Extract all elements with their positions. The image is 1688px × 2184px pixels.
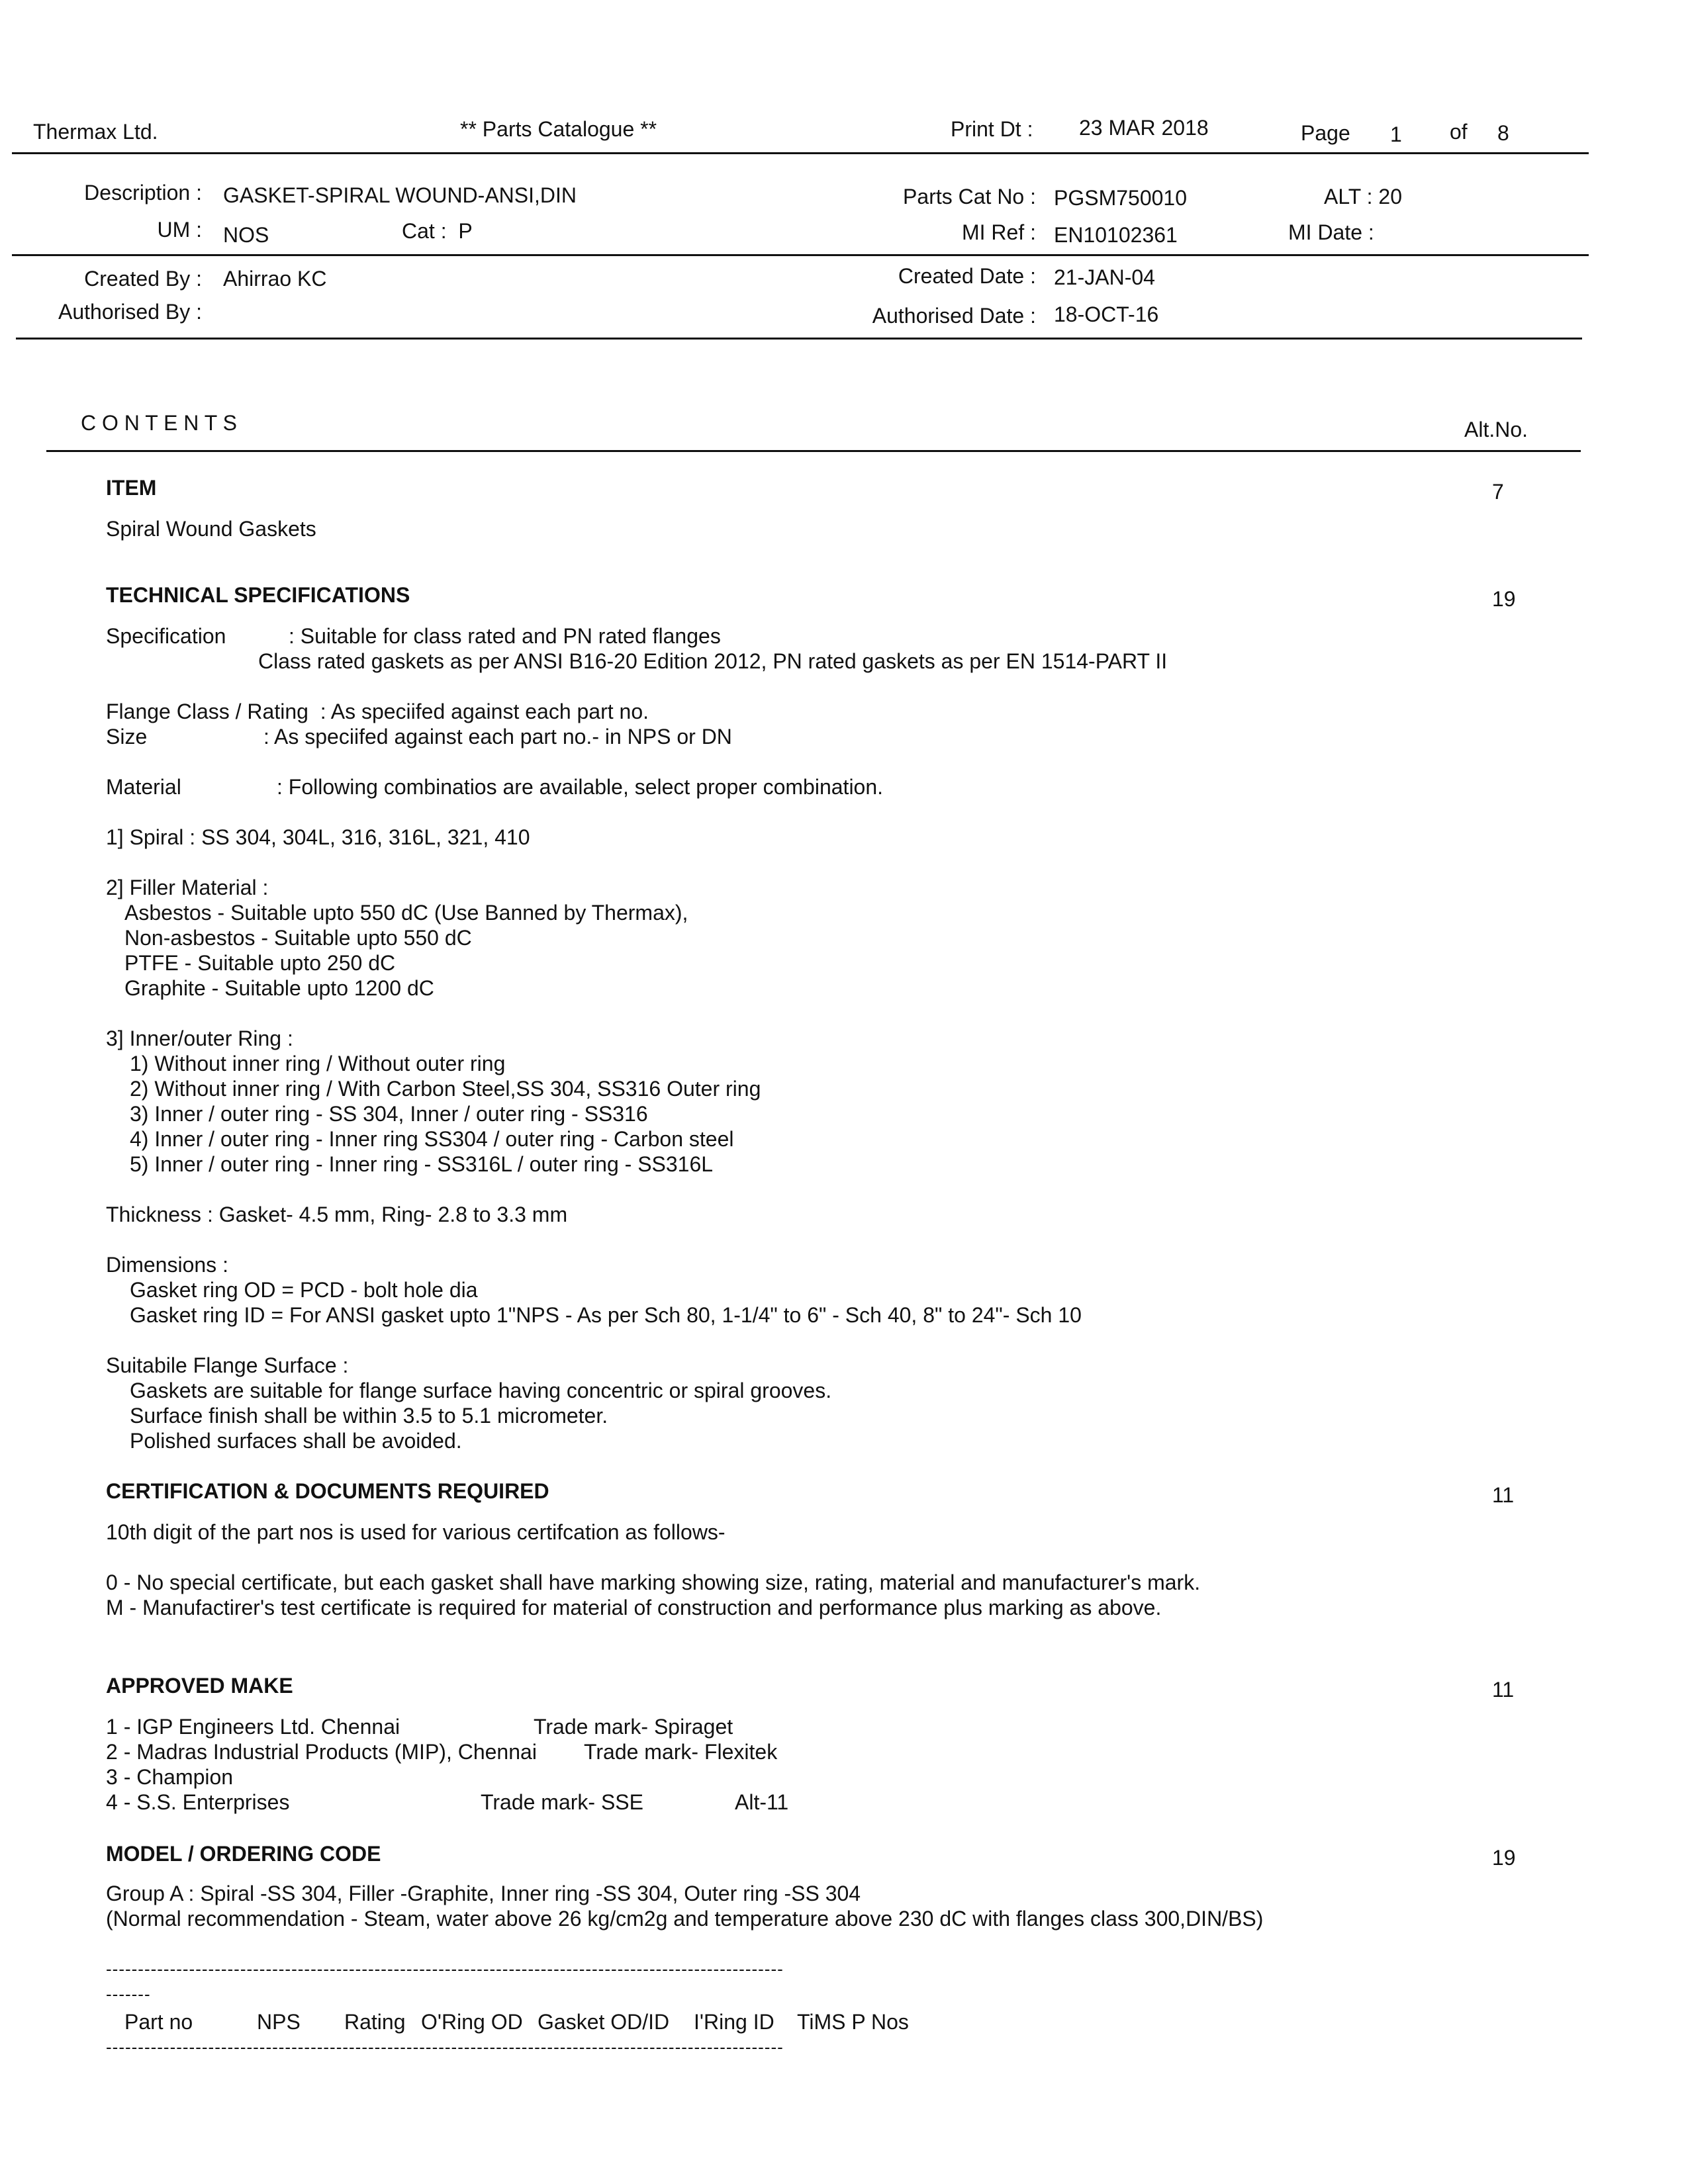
column-header-iring-id: I'Ring ID [694,2010,774,2034]
dimensions-heading: Dimensions : [106,1253,228,1277]
table-dash-short: ------- [106,1984,151,2004]
of-label: of [1450,120,1468,144]
authorised-date-value: 18-OCT-16 [1054,302,1159,326]
make-4-trade-mark: Trade mark- SSE [481,1790,643,1814]
um-value: NOS [223,223,269,247]
category: Cat : P [402,219,473,243]
material-value: : Following combinatios are available, select proper combination. [277,775,884,799]
um-label: UM : [157,218,202,242]
created-by-value: Ahirrao KC [223,267,327,291]
model-note: (Normal recommendation - Steam, water above 26 kg/cm2g and temperature above 230 dC with flanges class 300,DIN/BS) [106,1907,1264,1931]
contents-rule [46,450,1581,452]
cert-alt-number: 11 [1492,1483,1515,1507]
size-value: : As speciifed against each part no.- in NPS or DN [263,725,732,749]
created-rule [16,338,1582,340]
table-dash-line: ---------------------------------------------------------------------------------------------------------- [106,1959,784,1979]
make-2: 2 - Madras Industrial Products (MIP), Chennai [106,1740,537,1764]
surface-item: Surface finish shall be within 3.5 to 5.1 micrometer. [130,1404,608,1428]
make-4: 4 - S.S. Enterprises [106,1790,290,1814]
ring-heading: 3] Inner/outer Ring : [106,1026,293,1050]
filler-heading: 2] Filler Material : [106,876,269,899]
cert-intro: 10th digit of the part nos is used for various certifcation as follows- [106,1520,726,1544]
thickness: Thickness : Gasket- 4.5 mm, Ring- 2.8 to 3.3 mm [106,1203,568,1226]
approved-heading: APPROVED MAKE [106,1674,293,1698]
description-value: GASKET-SPIRAL WOUND-ANSI,DIN [223,183,577,207]
catalogue-title: ** Parts Catalogue ** [460,117,657,141]
spec-value: : Suitable for class rated and PN rated flanges [289,624,721,648]
company-name: Thermax Ltd. [33,120,158,144]
flange-class: Flange Class / Rating : As speciifed against each part no. [106,700,649,723]
info-rule [12,254,1589,256]
filler-item: Graphite - Suitable upto 1200 dC [124,976,434,1000]
ring-item: 5) Inner / outer ring - Inner ring - SS316L / outer ring - SS316L [130,1152,714,1176]
mi-ref-label: MI Ref : [961,220,1036,244]
alt-value: ALT : 20 [1324,185,1402,208]
column-header-gasket-od-id: Gasket OD/ID [538,2010,670,2034]
spec-label: Specification [106,624,226,648]
ring-item: 3) Inner / outer ring - SS 304, Inner / outer ring - SS316 [130,1102,648,1126]
tech-spec-alt-number: 19 [1492,587,1516,611]
make-3: 3 - Champion [106,1765,234,1789]
authorised-by-label: Authorised By : [58,300,202,324]
item-alt-number: 7 [1492,480,1504,504]
make-1: 1 - IGP Engineers Ltd. Chennai [106,1715,400,1739]
ring-item: 1) Without inner ring / Without outer ring [130,1052,506,1075]
column-header-oring-od: O'Ring OD [421,2010,523,2034]
mi-ref-value: EN10102361 [1054,223,1178,247]
table-dash-line: ---------------------------------------------------------------------------------------------------------- [106,2037,784,2057]
filler-item: PTFE - Suitable upto 250 dC [124,951,396,975]
item-text: Spiral Wound Gaskets [106,517,316,541]
make-2-trade-mark: Trade mark- Flexitek [584,1740,778,1764]
approved-alt-number: 11 [1492,1678,1515,1702]
parts-cat-label: Parts Cat No : [903,185,1036,208]
created-date-label: Created Date : [898,264,1036,288]
created-date-value: 21-JAN-04 [1054,265,1155,289]
filler-item: Asbestos - Suitable upto 550 dC (Use Banned by Thermax), [124,901,688,925]
contents-title: C O N T E N T S [81,411,237,435]
surface-item: Gaskets are suitable for flange surface having concentric or spiral grooves. [130,1379,832,1402]
model-heading: MODEL / ORDERING CODE [106,1842,381,1866]
page-total: 8 [1497,121,1509,145]
spec-line-2: Class rated gaskets as per ANSI B16-20 Edition 2012, PN rated gaskets as per EN 1514-PART II [258,649,1168,673]
make-4-alt: Alt-11 [735,1790,789,1814]
description-label: Description : [84,181,202,205]
surface-item: Polished surfaces shall be avoided. [130,1429,462,1453]
surface-heading: Suitabile Flange Surface : [106,1353,349,1377]
ring-item: 4) Inner / outer ring - Inner ring SS304 / outer ring - Carbon steel [130,1127,734,1151]
model-alt-number: 19 [1492,1846,1516,1870]
print-date: 23 MAR 2018 [1079,116,1209,140]
print-date-label: Print Dt : [951,117,1033,141]
model-group-a: Group A : Spiral -SS 304, Filler -Graphite, Inner ring -SS 304, Outer ring -SS 304 [106,1882,861,1905]
cert-heading: CERTIFICATION & DOCUMENTS REQUIRED [106,1479,549,1503]
dimension-item: Gasket ring OD = PCD - bolt hole dia [130,1278,478,1302]
column-header-rating: Rating [344,2010,406,2034]
mi-date-label: MI Date : [1288,220,1374,244]
size-label: Size [106,725,148,749]
page-number: 1 [1390,122,1402,146]
page-label: Page [1301,121,1350,145]
header-rule [12,152,1589,154]
material-label: Material [106,775,181,799]
column-header-tims-p-nos: TiMS P Nos [797,2010,909,2034]
dimension-item: Gasket ring ID = For ANSI gasket upto 1"NPS - As per Sch 80, 1-1/4" to 6" - Sch 40, 8" to 24"- Sch 10 [130,1303,1082,1327]
authorised-date-label: Authorised Date : [872,304,1036,328]
column-header-part-no: Part no [124,2010,193,2034]
make-1-trade-mark: Trade mark- Spiraget [534,1715,733,1739]
ring-item: 2) Without inner ring / With Carbon Steel,SS 304, SS316 Outer ring [130,1077,761,1101]
item-heading: ITEM [106,476,157,500]
cert-line-0: 0 - No special certificate, but each gasket shall have marking showing size, rating, material and manufacturer's mark. [106,1570,1201,1594]
column-header-nps: NPS [257,2010,301,2034]
filler-item: Non-asbestos - Suitable upto 550 dC [124,926,472,950]
parts-cat-number: PGSM750010 [1054,186,1188,210]
created-by-label: Created By : [84,267,202,291]
spiral-spec: 1] Spiral : SS 304, 304L, 316, 316L, 321, 410 [106,825,530,849]
alt-no-label: Alt.No. [1464,418,1528,441]
cert-line-m: M - Manufactirer's test certificate is required for material of construction and performance plus marking as above. [106,1596,1162,1619]
tech-spec-heading: TECHNICAL SPECIFICATIONS [106,583,410,607]
